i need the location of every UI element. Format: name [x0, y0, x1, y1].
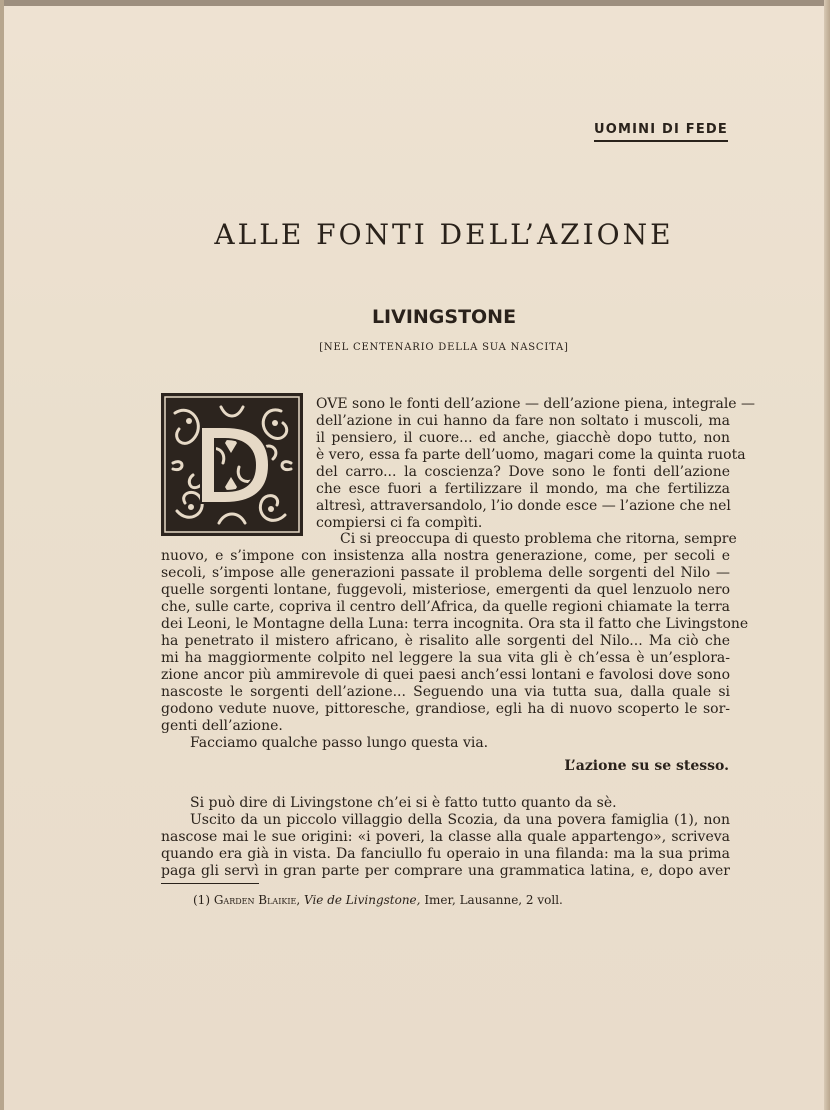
body-line: altresì, attraversandolo, l’io donde esce — l’azione che nel	[316, 498, 731, 514]
body-line: dei Leoni, le Montagne della Luna: terra incognita. Ora sta il fatto che Livingstone	[161, 616, 749, 632]
body-line: mi ha maggiormente colpito nel leggere la sua vita gli è ch’essa è un’esplora-	[161, 650, 730, 666]
body-line: Facciamo qualche passo lungo questa via.	[190, 735, 489, 751]
page-top-edge	[0, 0, 830, 6]
body-line: secoli, s’impose alle generazioni passate il problema delle sorgenti del Nilo —	[161, 565, 730, 581]
body-line: Si può dire di Livingstone ch’ei si è fatto tutto quanto da sè.	[190, 795, 617, 811]
page-right-edge	[824, 0, 830, 1110]
body-line: quando era già in vista. Da fanciullo fu operaio in una filanda: ma la sua prima	[161, 846, 730, 862]
body-line: è vero, essa fa parte dell’uomo, magari come la quinta ruota	[316, 447, 746, 463]
running-head: UOMINI DI FEDE	[594, 122, 728, 142]
body-line: del carro... la coscienza? Dove sono le fonti dell’azione	[316, 464, 730, 480]
body-line: il pensiero, il cuore... ed anche, giacchè dopo tutto, non	[316, 430, 730, 446]
footnote-rule	[161, 883, 259, 884]
body-line: quelle sorgenti lontane, fuggevoli, misteriose, emergenti da quel lenzuolo nero	[161, 582, 730, 598]
article-occasion: [NEL CENTENARIO DELLA SUA NASCITA]	[319, 342, 569, 353]
article-subtitle: LIVINGSTONE	[371, 306, 517, 328]
body-line: nuovo, e s’impone con insistenza alla nostra generazione, come, per secoli e	[161, 548, 730, 564]
body-line: che esce fuori a fertilizzare il mondo, ma che fertilizza	[316, 481, 730, 497]
body-line: godono vedute nuove, pittoresche, grandiose, egli ha di nuovo scoperto le sor-	[161, 701, 730, 717]
body-line: nascoste le sorgenti dell’azione... Seguendo una via tutta sua, dalla quale si	[161, 684, 730, 700]
body-line: genti dell’azione.	[161, 718, 283, 734]
drop-cap-d-icon	[161, 393, 303, 536]
page-left-edge	[0, 0, 4, 1110]
body-line: OVE sono le fonti dell’azione — dell’azione piena, integrale —	[316, 396, 756, 412]
footnote-author: Garden Blaikie,	[213, 893, 301, 907]
drop-cap-ornament	[161, 393, 303, 536]
body-line: che, sulle carte, copriva il centro dell’Africa, da quelle regioni chiamate la terra	[161, 599, 730, 615]
body-line: ha penetrato il mistero africano, è risalito alle sorgenti del Nilo... Ma ciò che	[161, 633, 730, 649]
section-heading: L’azione su se stesso.	[564, 758, 729, 774]
body-line: Uscito da un piccolo villaggio della Scozia, da una povera famiglia (1), non	[190, 812, 730, 828]
body-line: dell’azione in cui hanno da fare non soltato i muscoli, ma	[316, 413, 730, 429]
body-line: zione ancor più ammirevole di quei paesi anch’essi lontani e favolosi dove sono	[161, 667, 730, 683]
body-line: nascose mai le sue origini: «i poveri, la classe alla quale appartengo», scriveva	[161, 829, 730, 845]
body-line: paga gli servì in gran parte per comprare una grammatica latina, e, dopo aver	[161, 863, 730, 879]
article-title: ALLE FONTI DELL’AZIONE	[214, 218, 674, 251]
footnote-publisher: Imer, Lausanne, 2 voll.	[424, 893, 563, 907]
body-line: compiersi ci fa compìti.	[316, 515, 483, 531]
body-line: Ci si preoccupa di questo problema che ritorna, sempre	[340, 531, 737, 547]
footnote-marker: (1)	[193, 893, 210, 907]
footnote	[193, 893, 563, 907]
footnote-work: Vie de Livingstone,	[303, 893, 421, 907]
